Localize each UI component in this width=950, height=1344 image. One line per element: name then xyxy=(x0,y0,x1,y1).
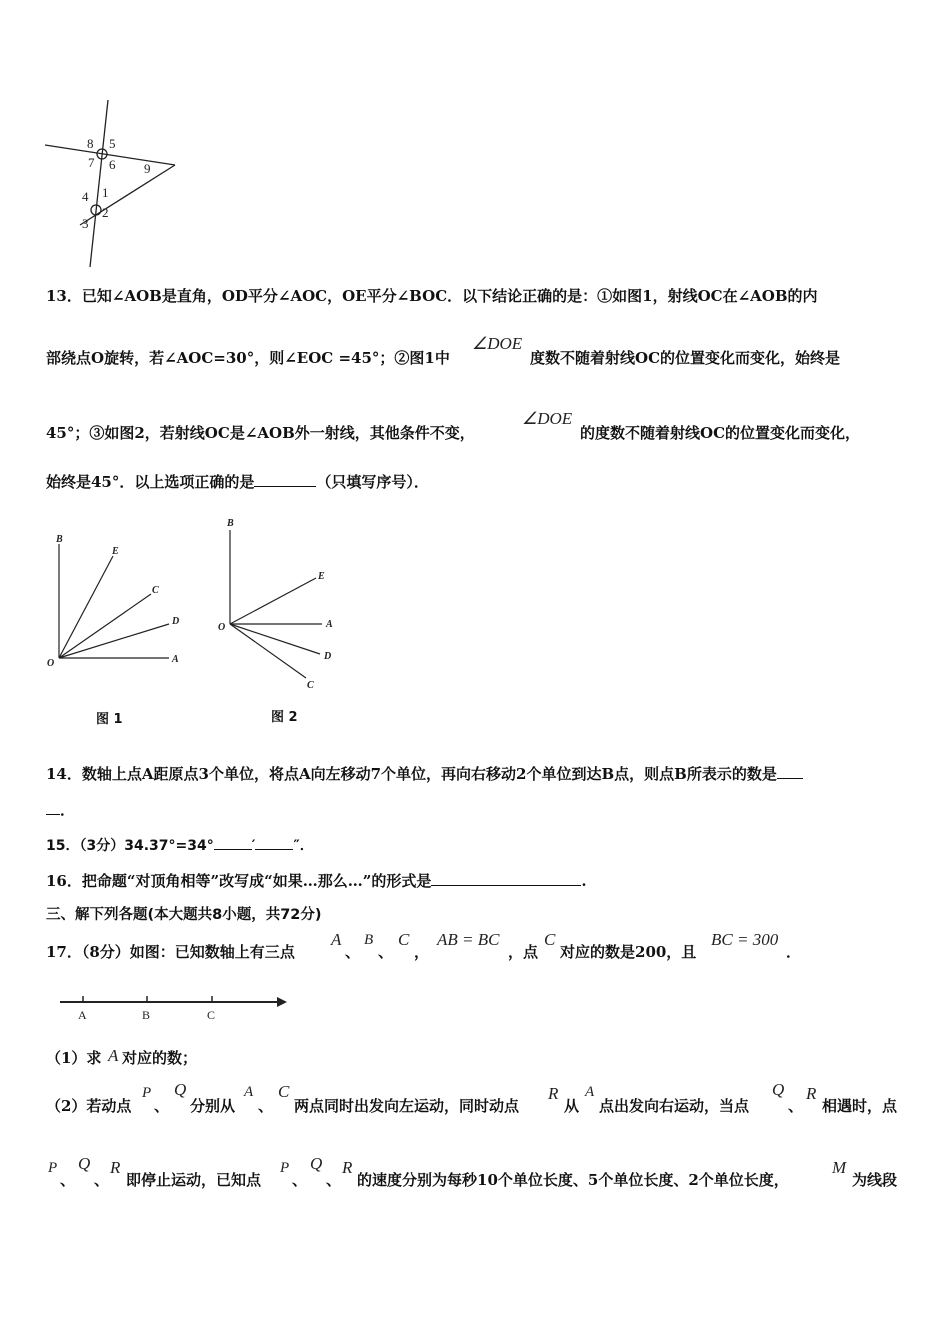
numline-label-b: B xyxy=(142,1008,151,1022)
q17-sep1: 、 xyxy=(345,943,361,961)
q17-q-3: Q xyxy=(78,1154,91,1173)
q17-sep3: ， xyxy=(414,943,430,961)
q16-end: . xyxy=(581,872,587,890)
figure-1 xyxy=(45,530,195,670)
q17-sep-qr3: 、 xyxy=(326,1171,342,1189)
fig2-label-e: E xyxy=(318,571,325,582)
q15-text: 15．（3分）34.37°=34° xyxy=(46,838,214,854)
q14-answer-blank-cont[interactable] xyxy=(46,814,60,815)
label-7: 7 xyxy=(88,155,95,170)
fig2-label-d: D xyxy=(324,651,332,662)
q17-point-c: C xyxy=(398,930,410,949)
q15-minutes-blank[interactable] xyxy=(214,849,252,850)
q17-part1-A: A xyxy=(108,1046,119,1065)
q15-minute-mark: ′ xyxy=(251,838,256,854)
fig2-label-b: B xyxy=(227,518,234,529)
q13-line2a: 部绕点O旋转，若∠AOC=30°，则∠EOC =45°；②图1中 xyxy=(46,349,450,367)
q17-q-4: Q xyxy=(310,1154,323,1173)
q13-line4b: （只填写序号）． xyxy=(316,473,429,491)
label-2: 2 xyxy=(102,205,109,220)
q14-line1 xyxy=(46,764,803,784)
label-3: 3 xyxy=(82,216,89,231)
q17-sep-qr: 、 xyxy=(788,1097,804,1115)
q17-text-d: ． xyxy=(786,943,802,961)
q17-q-2: Q xyxy=(772,1080,785,1099)
q15-line xyxy=(46,836,314,856)
numline-label-a: A xyxy=(78,1008,87,1022)
fig1-label-c: C xyxy=(152,585,159,596)
q17-point-a: A xyxy=(331,930,342,949)
q17-ab-eq-bc: AB = BC xyxy=(437,930,500,949)
q17-p-1: P xyxy=(142,1085,152,1101)
ray-oc xyxy=(230,624,306,678)
q17-part2-b: 分别从 xyxy=(190,1097,236,1115)
fig1-label-e: E xyxy=(112,546,119,557)
q17-point-b: B xyxy=(364,932,374,948)
q17-sep-pq2: 、 xyxy=(60,1171,76,1189)
q17-r-4: R xyxy=(342,1158,353,1177)
q17-p-2: P xyxy=(48,1160,58,1176)
q14-line2 xyxy=(46,800,75,820)
q17-part3-c: 为线段 xyxy=(852,1171,898,1189)
q17-c-1: C xyxy=(278,1082,290,1101)
q16-answer-blank[interactable] xyxy=(431,885,581,886)
q15-second-mark: ″． xyxy=(293,838,314,854)
q13-line3b: 的度数不随着射线OC的位置变化而变化， xyxy=(580,424,861,442)
q17-sep-ac: 、 xyxy=(258,1097,274,1115)
label-6: 6 xyxy=(109,157,116,172)
fig1-label-b: B xyxy=(56,534,63,545)
numline-label-c: C xyxy=(207,1008,216,1022)
q13-line3a: 45°；③如图2，若射线OC是∠AOB外一射线，其他条件不变， xyxy=(46,424,475,442)
q17-r-1: R xyxy=(548,1084,559,1103)
q17-sep-qr2: 、 xyxy=(94,1171,110,1189)
q17-text-c: 对应的数是200，且 xyxy=(560,943,697,961)
q17-q-1: Q xyxy=(174,1080,187,1099)
q17-m: M xyxy=(832,1158,847,1177)
vertical-line xyxy=(90,100,108,267)
q17-part1-a: （1）求 xyxy=(46,1049,102,1067)
fig1-label-d: D xyxy=(172,616,180,627)
q14-answer-blank[interactable] xyxy=(777,778,803,779)
ray-oe xyxy=(230,578,316,624)
q17-part2-d: 从 xyxy=(564,1097,580,1115)
q17-r-2: R xyxy=(806,1084,817,1103)
q17-sep-pq3: 、 xyxy=(292,1171,308,1189)
figure-2-caption: 图 2 xyxy=(271,710,298,725)
q17-point-c2: C xyxy=(544,930,556,949)
q13-line1: 13．已知∠AOB是直角，OD平分∠AOC，OE平分∠BOC．以下结论正确的是：①如图1，射线OC在∠AOB的内 xyxy=(46,287,818,305)
q17-sep2: 、 xyxy=(378,943,394,961)
label-4: 4 xyxy=(82,189,89,204)
q17-text-b: ，点 xyxy=(508,943,539,961)
section-3-heading: 三、解下列各题(本大题共8小题，共72分) xyxy=(46,907,322,923)
ray-oc xyxy=(59,594,151,658)
figure-2 xyxy=(210,510,350,695)
q17-part2-a: （2）若动点 xyxy=(46,1097,132,1115)
fig1-label-o: O xyxy=(47,658,55,669)
q17-a-1: A xyxy=(244,1084,254,1100)
q16-line xyxy=(46,871,587,891)
figure-transversal xyxy=(40,95,190,270)
q17-sep-pq: 、 xyxy=(154,1097,170,1115)
q13-doe2: ∠DOE xyxy=(522,409,573,428)
q13-line2b: 度数不随着射线OC的位置变化而变化，始终是 xyxy=(530,349,841,367)
slanted-line xyxy=(80,165,175,225)
ray-od xyxy=(230,624,320,654)
q17-a-2: A xyxy=(585,1084,595,1100)
fig2-label-a: A xyxy=(326,619,333,630)
fig1-label-a: A xyxy=(172,654,179,665)
q17-line1: 17．（8分）如图：已知数轴上有三点 xyxy=(46,943,295,961)
fig2-label-o: O xyxy=(218,622,226,633)
q13-doe1: ∠DOE xyxy=(472,334,523,353)
q17-part1-b: 对应的数； xyxy=(122,1049,198,1067)
number-line xyxy=(55,990,295,1026)
q17-part2-c: 两点同时出发向左运动，同时动点 xyxy=(294,1097,520,1115)
figure-1-caption: 图 1 xyxy=(96,712,123,727)
q14-text: 14．数轴上点A距原点3个单位，将点A向左移动7个单位，再向右移动2个单位到达B点，则点B所表示的数是 xyxy=(46,765,777,783)
label-1: 1 xyxy=(102,185,109,200)
q17-part3-a: 即停止运动，已知点 xyxy=(126,1171,262,1189)
q14-end: ． xyxy=(60,801,76,819)
q16-text: 16．把命题“对顶角相等”改写成“如果…那么…”的形式是 xyxy=(46,872,432,890)
ray-od xyxy=(59,624,169,658)
q13-line4 xyxy=(46,472,429,492)
q17-part2-e: 点出发向右运动，当点 xyxy=(599,1097,750,1115)
q17-part2-f: 相遇时，点 xyxy=(822,1097,898,1115)
label-5: 5 xyxy=(109,136,116,151)
label-9: 9 xyxy=(144,161,151,176)
q17-r-3: R xyxy=(110,1158,121,1177)
q17-part3-b: 的速度分别为每秒10个单位长度、5个单位长度、2个单位长度， xyxy=(357,1171,789,1189)
q13-answer-blank[interactable] xyxy=(254,486,316,487)
q17-p-3: P xyxy=(280,1160,290,1176)
axis-arrow-icon xyxy=(277,997,287,1007)
fig2-label-c: C xyxy=(307,680,314,691)
q15-seconds-blank[interactable] xyxy=(255,849,293,850)
q13-line4a: 始终是45°．以上选项正确的是 xyxy=(46,473,255,491)
ray-oe xyxy=(59,556,113,658)
label-8: 8 xyxy=(87,136,94,151)
q17-bc-300: BC = 300 xyxy=(711,930,779,949)
